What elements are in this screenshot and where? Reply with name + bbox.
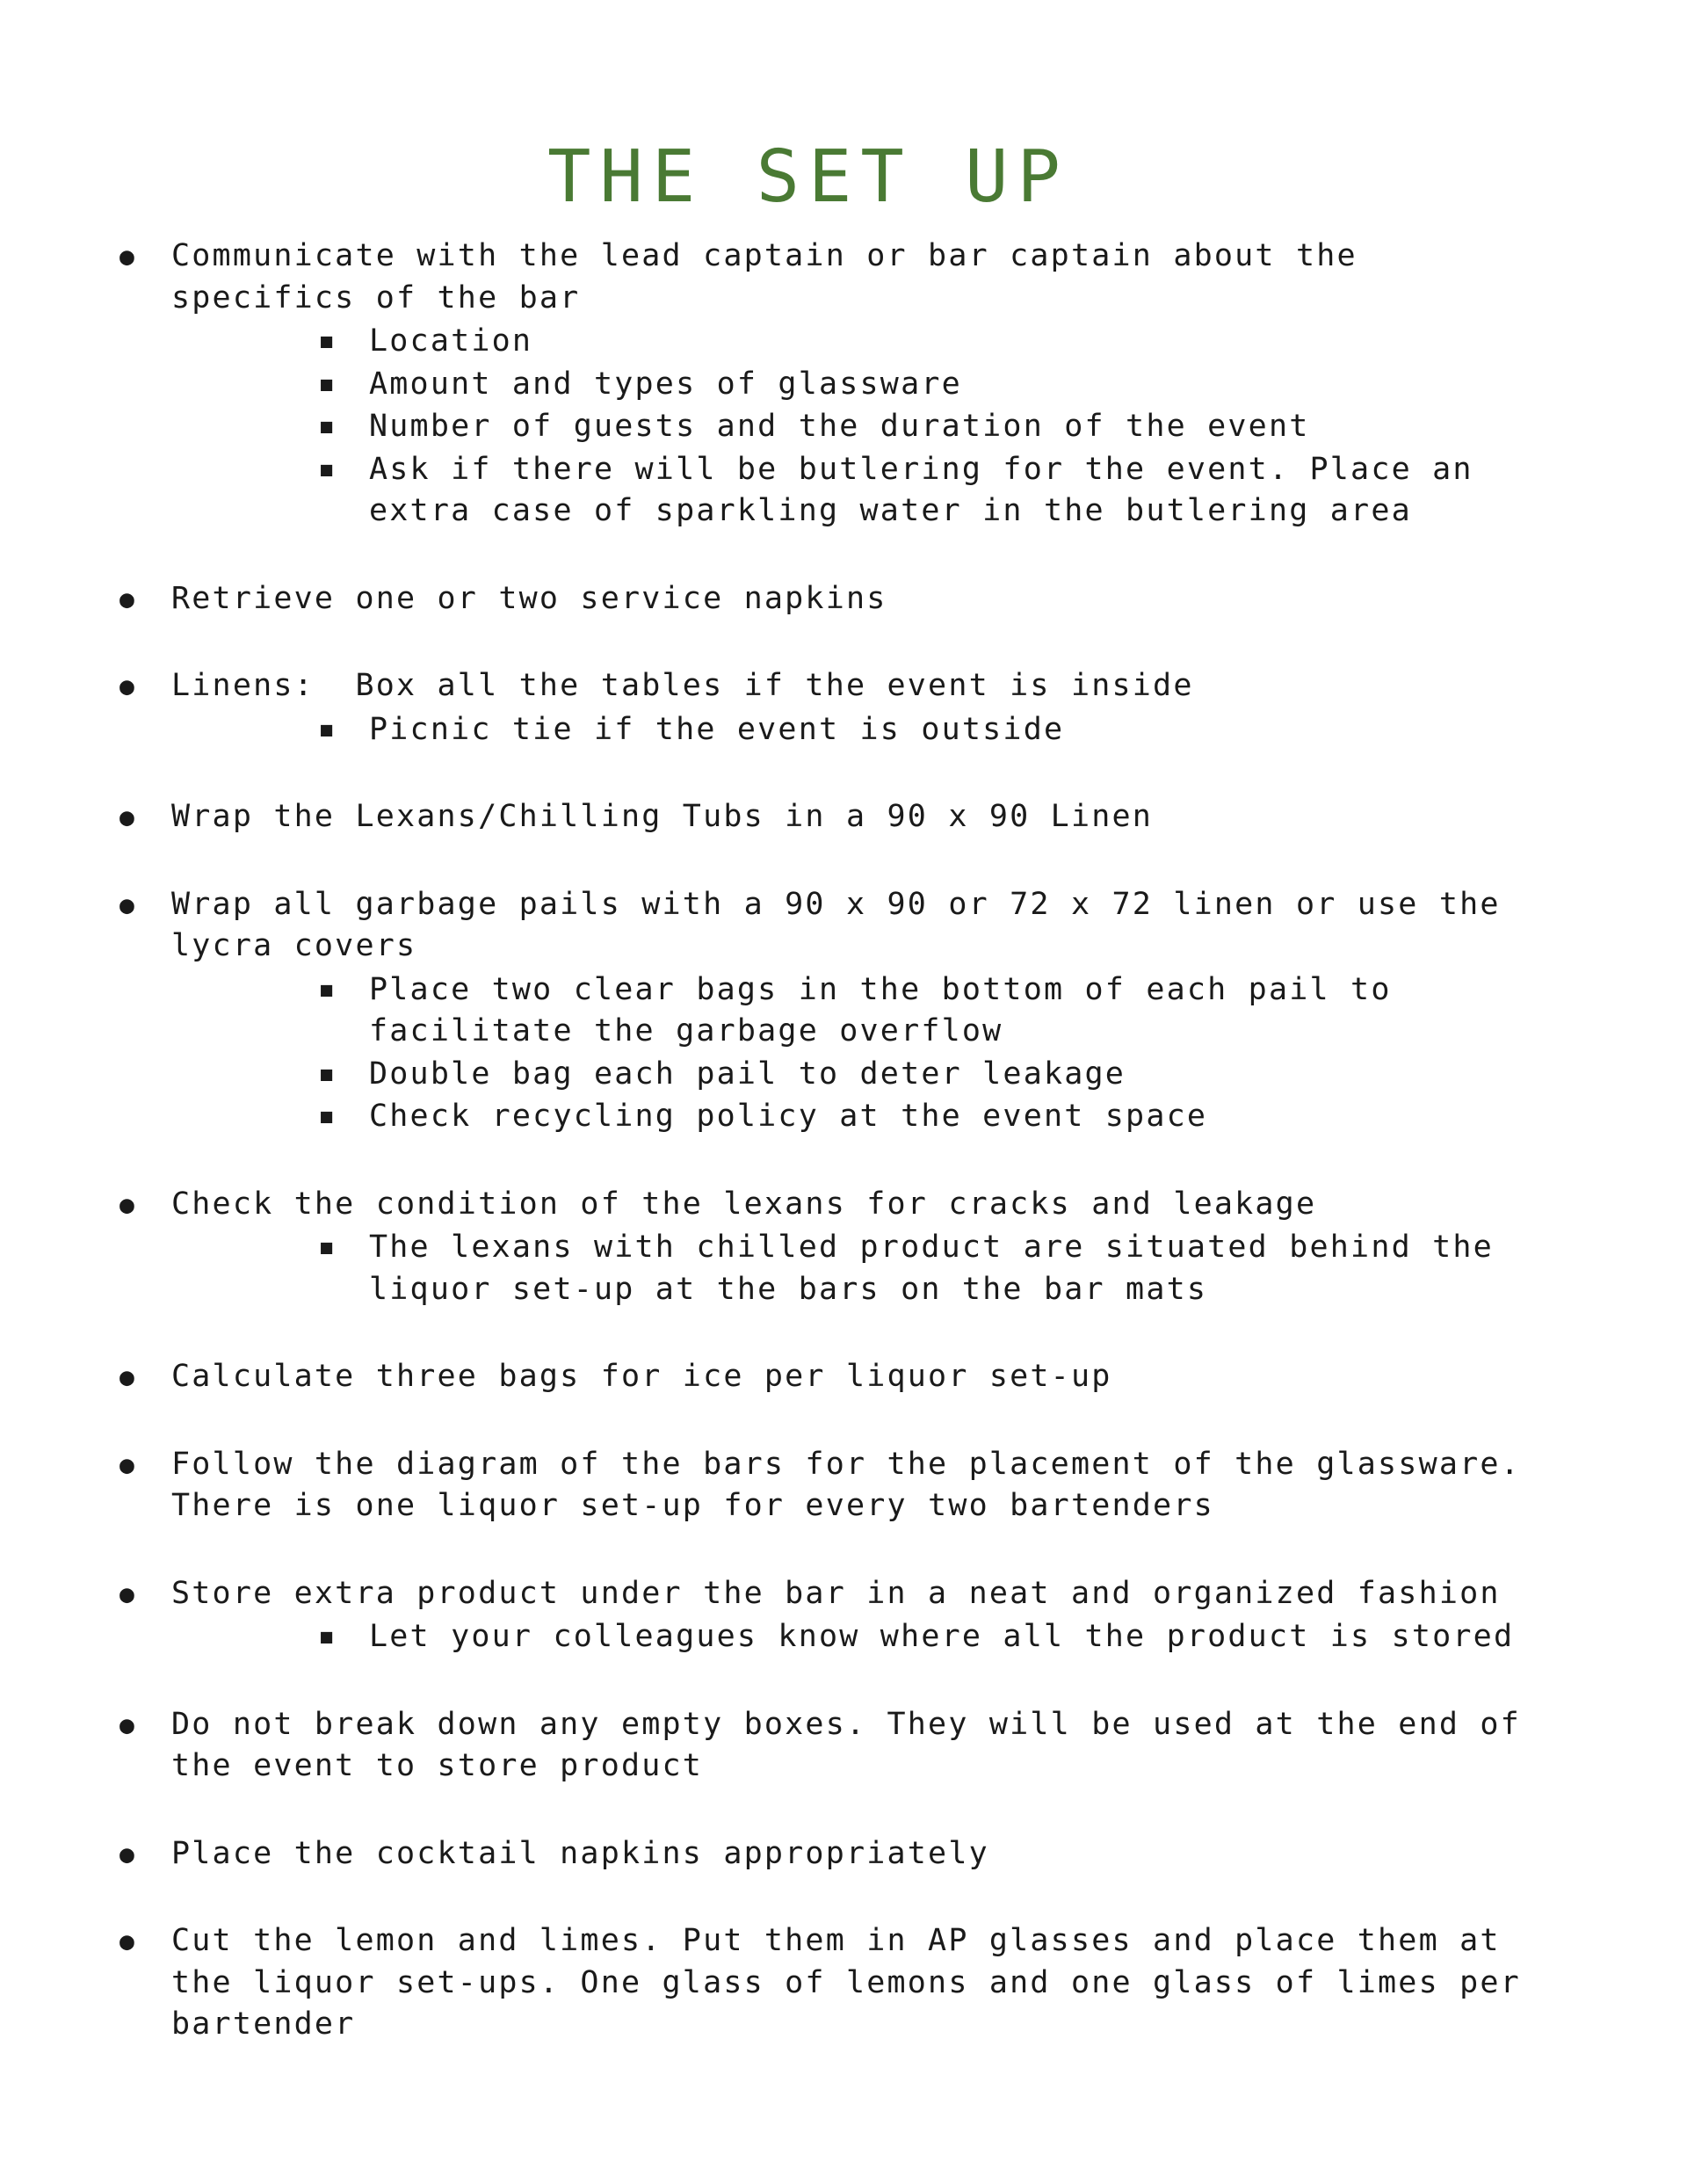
sub-list-item [0, 1616, 1687, 1658]
bullet-square-icon: ■ [321, 458, 333, 481]
sub-list [0, 1616, 1687, 1658]
list-item [0, 236, 1687, 533]
list-item-text: Retrieve one or two service napkins [171, 580, 887, 616]
sub-list-item-text: Let your colleagues know where all the product is stored [369, 1619, 1515, 1654]
sub-list-item-text: The lexans with chilled product are situated behind the liquor set-up at the bars on the bar mats [369, 1230, 1515, 1307]
sub-list-item [0, 1227, 1687, 1310]
sub-list [0, 321, 1687, 533]
list-item-text: Place the cocktail napkins appropriately [171, 1835, 989, 1871]
list-item [0, 796, 1687, 838]
list-item-text: Store extra product under the bar in a neat and organized fashion [171, 1575, 1501, 1611]
bullet-dot-icon: ● [119, 889, 134, 919]
list-item-text: Communicate with the lead captain or bar captain about the specifics of the bar [171, 238, 1379, 316]
sub-list-item-text: Number of guests and the duration of the event [369, 409, 1310, 444]
bullet-dot-icon: ● [119, 1362, 134, 1391]
list-item-text: Follow the diagram of the bars for the placement of the glassware. There is one liquor set-up for every two bartenders [171, 1446, 1542, 1523]
bullet-square-icon: ■ [321, 1237, 333, 1259]
list-item [0, 1356, 1687, 1398]
bullet-square-icon: ■ [321, 373, 333, 395]
bullet-square-icon: ■ [321, 416, 333, 438]
list-item [0, 1833, 1687, 1876]
sub-list-item [0, 449, 1687, 533]
list-item [0, 665, 1687, 751]
list-item-text: Check the condition of the lexans for cracks and leakage [171, 1186, 1317, 1222]
sub-list [0, 709, 1687, 751]
sub-list-item [0, 406, 1687, 448]
bullet-square-icon: ■ [321, 330, 333, 352]
bullet-dot-icon: ● [119, 584, 134, 613]
sub-list [0, 1227, 1687, 1310]
list-item [0, 1920, 1687, 2046]
list-item [0, 1184, 1687, 1311]
sub-list-item-text: Picnic tie if the event is outside [369, 711, 1065, 747]
list-item-text: Wrap all garbage pails with a 90 x 90 or 72 x 72 linen or use the lycra covers [171, 886, 1521, 963]
sub-list-item-text: Amount and types of glassware [369, 366, 962, 402]
sub-list-item [0, 709, 1687, 751]
bullet-dot-icon: ● [119, 802, 134, 831]
bullet-dot-icon: ● [119, 1189, 134, 1219]
bullet-square-icon: ■ [321, 718, 333, 741]
bullet-square-icon: ■ [321, 1106, 333, 1128]
list-item-text: Do not break down any empty boxes. They will be used at the end of the event to store product [171, 1706, 1542, 1783]
sub-list-item [0, 364, 1687, 406]
list-item [0, 578, 1687, 620]
setup-checklist [0, 236, 1687, 2092]
list-item [0, 1704, 1687, 1788]
list-item-text: Wrap the Lexans/Chilling Tubs in a 90 x 90 Linen [171, 799, 1154, 834]
bullet-dot-icon: ● [119, 1709, 134, 1739]
list-item-text: Linens: Box all the tables if the event is inside [171, 668, 1194, 703]
list-item [0, 1444, 1687, 1527]
sub-list [0, 969, 1687, 1138]
sub-list-item [0, 321, 1687, 363]
sub-list-item [0, 1054, 1687, 1096]
bullet-square-icon: ■ [321, 1063, 333, 1085]
list-item [0, 884, 1687, 1138]
bullet-dot-icon: ● [119, 671, 134, 700]
bullet-dot-icon: ● [119, 1839, 134, 1868]
bullet-dot-icon: ● [119, 1926, 134, 1955]
bullet-dot-icon: ● [119, 242, 134, 271]
page-title: THE SET UP [547, 135, 1069, 219]
sub-list-item-text: Double bag each pail to deter leakage [369, 1056, 1126, 1092]
sub-list-item-text: Ask if there will be butlering for the event. Place an extra case of sparkling water in the butlering area [369, 451, 1494, 528]
bullet-dot-icon: ● [119, 1578, 134, 1608]
bullet-dot-icon: ● [119, 1449, 134, 1479]
list-item-text: Calculate three bags for ice per liquor set-up [171, 1359, 1112, 1394]
bullet-square-icon: ■ [321, 978, 333, 1001]
sub-list-item-text: Check recycling policy at the event space [369, 1099, 1208, 1134]
bullet-square-icon: ■ [321, 1626, 333, 1648]
list-item [0, 1573, 1687, 1658]
sub-list-item-text: Place two clear bags in the bottom of each pail to facilitate the garbage overflow [369, 971, 1412, 1048]
sub-list-item [0, 1096, 1687, 1138]
sub-list-item-text: Location [369, 323, 533, 359]
sub-list-item [0, 969, 1687, 1053]
list-item-text: Cut the lemon and limes. Put them in AP glasses and place them at the liquor set-ups. One glass of lemons and one glass of limes per bartender [171, 1923, 1542, 2042]
